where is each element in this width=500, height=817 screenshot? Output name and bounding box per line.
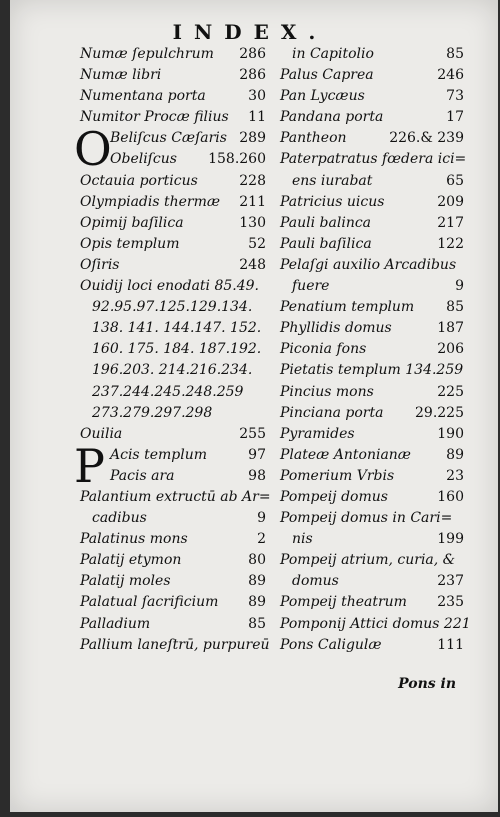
entry-term: Ouidij loci enodati 85.49. [80,278,259,295]
entry-term: Penatium templum [280,299,415,316]
entry-term: Pallium laneſtrū, purpureū [80,636,270,653]
index-entry [280,234,464,255]
index-entry [80,171,266,192]
entry-term: Patricius uicus [280,193,385,210]
entry-pages: 89 [446,446,464,463]
entry-pages: 187 [437,320,464,337]
entry-term: in Capitolio [292,46,374,62]
entry-term: Pan Lycæus [280,88,365,105]
entry-pages: 160 [437,488,464,505]
entry-pages: 199 [437,531,464,548]
entry-term: 138. 141. 144.147. 152. [92,320,262,337]
index-entry [80,44,266,65]
entry-term: Pauli balinca [280,214,372,231]
entry-term: Pomponij Attici domus 221 [280,615,471,632]
index-column-left [74,44,271,656]
entry-pages: 23 [446,467,464,484]
entry-pages: 130 [239,214,266,231]
entry-pages: 237 [437,573,464,590]
entry-pages: 211 [239,193,266,210]
entry-term: Pietatis templum 134.259 [280,362,464,379]
index-entry [80,550,266,571]
entry-pages: 286 [239,46,266,62]
entry-term: nis [292,531,313,548]
index-entry [280,65,464,86]
entry-term: Pincius mons [280,383,374,400]
entry-term: 273.279.297.298 [92,404,213,421]
entry-pages: 89 [248,573,266,590]
index-entry [280,445,464,466]
entry-term: domus [292,573,339,590]
entry-term: Piconia fons [280,341,367,358]
index-entry [280,192,464,213]
entry-term: Pinciana porta [280,404,384,421]
index-entry [280,297,464,318]
index-entry [80,86,266,107]
index-entry [280,128,464,149]
entry-term: 160. 175. 184. 187.192. [92,341,262,358]
entry-pages: 217 [437,214,464,231]
entry-term: Palladium [80,615,151,632]
entry-pages: 248 [239,256,266,273]
entry-term: 237.244.245.248.259 [92,383,244,400]
entry-term: 92.95.97.125.129.134. [92,299,253,316]
entry-pages: 80 [248,552,266,569]
index-entry [80,234,266,255]
index-entry [80,508,266,529]
entry-term: Palantium extructū ab Ar= [80,488,271,505]
entry-pages: 255 [239,425,266,442]
index-entry [80,614,266,635]
index-entry [280,592,464,613]
entry-term: Opimij baſilica [80,214,184,231]
index-entry [80,635,270,656]
entry-pages: 89 [248,594,266,611]
entry-term: Numæ ſepulchrum [80,46,214,62]
index-entry [80,318,266,339]
entry-term: Olympiadis thermæ [80,193,221,210]
entry-term: Pacis ara [110,467,175,484]
entry-term: Pantheon [280,130,347,147]
entry-term: Pompeij theatrum [280,594,407,611]
entry-pages: 85 [446,46,464,62]
index-entry [280,213,464,234]
index-entry [280,466,464,487]
entry-pages: 289 [239,130,266,147]
entry-term: Oſiris [80,256,120,273]
index-entry [280,107,464,128]
index-entry [280,487,464,508]
entry-term: Pompeij domus [280,488,388,505]
index-entry [80,360,266,381]
entry-term: Acis templum [110,446,207,463]
drop-initial: P [74,438,105,493]
entry-term: Pandana porta [280,109,384,126]
entry-pages: 17 [446,109,464,126]
index-entry [80,466,266,487]
entry-term: Pauli baſilica [280,235,372,252]
entry-pages: 209 [437,193,464,210]
entry-pages: 246 [437,67,464,84]
index-entry [80,339,266,360]
index-entry [80,149,266,170]
index-entry [280,635,464,656]
index-entry [280,86,464,107]
entry-term: Palatinus mons [80,531,188,548]
entry-term: Pons Caligulæ [280,636,382,653]
catchword: Pons in [398,676,456,692]
index-entry [80,192,266,213]
entry-pages: 286 [239,67,266,84]
entry-pages: 9 [257,510,266,527]
index-entry [280,44,464,65]
entry-pages: 228 [239,172,266,189]
index-entry [280,529,464,550]
entry-pages: 206 [437,341,464,358]
entry-term: cadibus [92,510,147,527]
entry-term: Numitor Procæ filius [80,109,229,126]
index-entry [280,276,464,297]
entry-pages: 9 [455,278,464,295]
entry-term: Numentana porta [80,88,206,105]
page-title: INDEX. [172,20,328,44]
entry-pages: 122 [437,235,464,252]
index-entry [280,360,464,381]
index-entry [280,318,464,339]
entry-pages: 226.& 239 [389,130,464,147]
index-column-right [280,44,471,656]
entry-term: Pelaſgi auxilio Arcadibus [280,256,457,273]
entry-term: Palatij moles [80,573,171,590]
index-entry [280,149,467,170]
entry-term: Numæ libri [80,67,162,84]
entry-term: Paterpatratus fœdera ici= [280,151,467,168]
entry-term: Palus Caprea [280,67,374,84]
index-entry [280,614,471,635]
entry-pages: 73 [446,88,464,105]
entry-pages: 30 [248,88,266,105]
entry-term: Plateæ Antonianæ [280,446,411,463]
entry-term: ens iurabat [292,172,373,189]
entry-term: Octauia porticus [80,172,198,189]
index-entry [280,339,464,360]
entry-term: Palatual ſacrificium [80,594,219,611]
entry-pages: 225 [437,383,464,400]
index-entry [80,571,266,592]
index-entry [80,403,266,424]
entry-term: Pomerium Vrbis [280,467,395,484]
entry-pages: 111 [437,636,464,653]
index-entry [280,382,464,403]
index-entry [80,213,266,234]
entry-term: Obeliſcus [110,151,177,168]
entry-term: Pyramides [280,425,355,442]
index-entry [80,255,266,276]
index-entry [280,571,464,592]
entry-pages: 97 [248,446,266,463]
drop-initial: O [74,122,112,177]
index-entry [280,424,464,445]
index-entry [80,297,266,318]
entry-term: Pompeij domus in Cari= [280,510,453,527]
entry-pages: 11 [248,109,266,126]
index-entry [80,487,271,508]
index-entry [80,65,266,86]
entry-pages: 98 [248,467,266,484]
index-entry [280,255,464,276]
entry-term: fuere [292,278,330,295]
entry-pages: 158.260 [208,151,266,168]
index-entry [280,550,464,571]
entry-term: Opis templum [80,235,180,252]
entry-term: Pompeij atrium, curia, & [280,552,456,569]
entry-pages: 29.225 [415,404,464,421]
index-entry [80,424,266,445]
index-entry [280,171,464,192]
entry-term: Palatij etymon [80,552,182,569]
entry-term: Beliſcus Cæſaris [110,130,227,147]
entry-pages: 190 [437,425,464,442]
index-entry [280,508,464,529]
index-entry [80,382,266,403]
entry-pages: 235 [437,594,464,611]
index-entry [280,403,464,424]
entry-term: Phyllidis domus [280,320,392,337]
entry-pages: 2 [257,531,266,548]
entry-term: Ouilia [80,425,123,442]
index-entry [80,529,266,550]
index-entry [80,592,266,613]
entry-pages: 52 [248,235,266,252]
entry-pages: 65 [446,172,464,189]
entry-pages: 85 [446,299,464,316]
index-entry [80,276,266,297]
entry-pages: 85 [248,615,266,632]
entry-term: 196.203. 214.216.234. [92,362,253,379]
